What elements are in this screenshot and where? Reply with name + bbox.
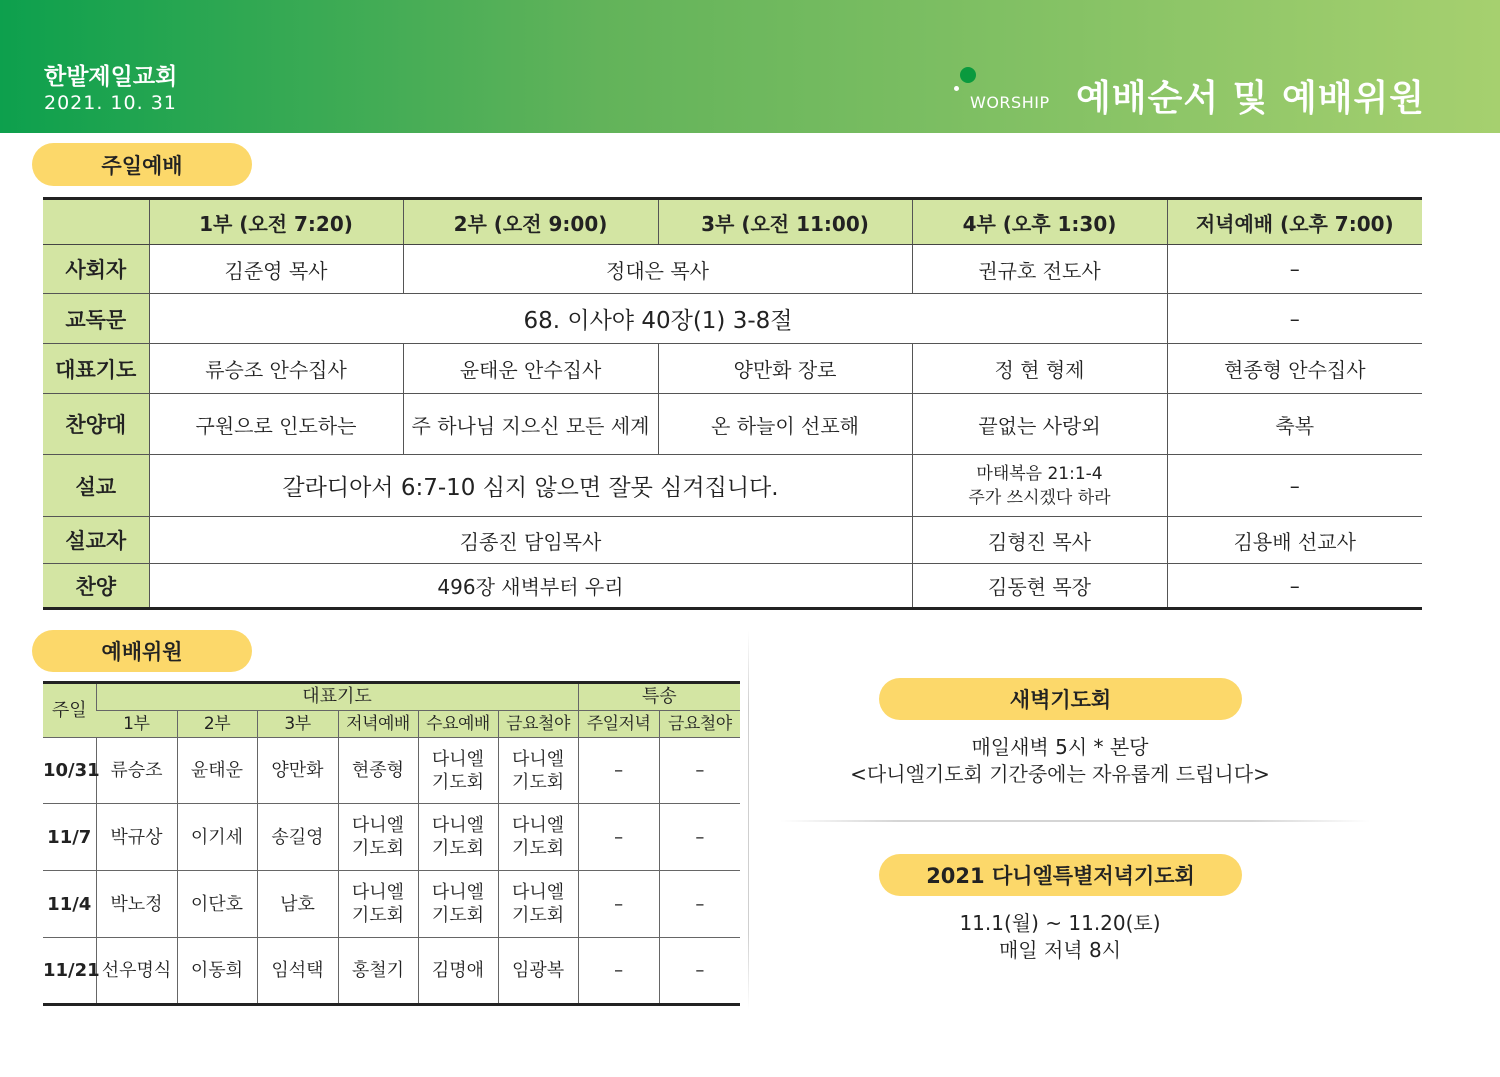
row-label: 설교자 bbox=[43, 517, 149, 564]
sermon-title: 주가 쓰시겠다 하라 bbox=[968, 487, 1111, 508]
row-label: 설교 bbox=[43, 455, 149, 517]
table-cell: 박규상 bbox=[96, 804, 177, 871]
table-cell bbox=[498, 871, 578, 938]
logo-dot-icon bbox=[960, 67, 976, 83]
column-header: 저녁예배 (오후 7:00) bbox=[1167, 199, 1422, 245]
cell-line: 다니엘 bbox=[351, 882, 405, 903]
table-cell: 권규호 전도사 bbox=[912, 245, 1167, 294]
cell-line: 다니엘 bbox=[431, 882, 485, 903]
table-cell bbox=[338, 804, 418, 871]
table-cell: – bbox=[578, 938, 659, 1005]
sermon-passage: 마태복음 21:1-4 bbox=[976, 463, 1103, 484]
daniel-prayer-info bbox=[780, 910, 1340, 964]
cell-line: 기도회 bbox=[351, 905, 405, 926]
table-cell: 김명애 bbox=[418, 938, 498, 1005]
cell-line: 기도회 bbox=[431, 905, 485, 926]
dawn-prayer-time: 매일새벽 5시 * 본당 bbox=[971, 735, 1149, 759]
column-divider bbox=[748, 630, 749, 1010]
column-header: 수요예배 bbox=[418, 711, 498, 738]
table-cell: – bbox=[659, 738, 740, 804]
cell-line: 다니엘 bbox=[511, 748, 565, 770]
daniel-prayer-title: 2021 다니엘특별저녁기도회 bbox=[879, 854, 1242, 896]
table-cell: 류승조 안수집사 bbox=[149, 344, 403, 394]
cell-line: 다니엘 bbox=[431, 815, 485, 836]
table-cell bbox=[498, 738, 578, 804]
table-row bbox=[43, 938, 740, 1005]
table-row bbox=[43, 804, 740, 871]
table-cell: 이단호 bbox=[177, 871, 257, 938]
table-header-row bbox=[43, 199, 1422, 245]
header-banner bbox=[0, 0, 1500, 133]
table-cell: 김형진 목사 bbox=[912, 517, 1167, 564]
table-cell: 양만화 bbox=[257, 738, 338, 804]
table-cell: 68. 이사야 40장(1) 3-8절 bbox=[149, 294, 1167, 344]
table-cell: 이기세 bbox=[177, 804, 257, 871]
table-cell: 정대은 목사 bbox=[403, 245, 912, 294]
row-label: 찬양 bbox=[43, 564, 149, 609]
cell-line: 다니엘 bbox=[351, 815, 405, 836]
table-cell: 남호 bbox=[257, 871, 338, 938]
column-header: 1부 bbox=[96, 711, 177, 738]
roster-table bbox=[43, 681, 740, 1006]
table-row-choir bbox=[43, 394, 1422, 455]
table-cell bbox=[912, 455, 1167, 517]
table-cell bbox=[418, 871, 498, 938]
table-cell: 이동희 bbox=[177, 938, 257, 1005]
worship-label: WORSHIP bbox=[970, 93, 1050, 112]
table-cell: 김준영 목사 bbox=[149, 245, 403, 294]
column-header: 주일저녁 bbox=[578, 711, 659, 738]
table-cell: 송길영 bbox=[257, 804, 338, 871]
table-cell bbox=[418, 738, 498, 804]
table-cell: 온 하늘이 선포해 bbox=[658, 394, 912, 455]
table-cell: 임광복 bbox=[498, 938, 578, 1005]
church-name: 한밭제일교회 bbox=[44, 64, 178, 90]
table-cell: – bbox=[1167, 564, 1422, 609]
table-cell: – bbox=[659, 804, 740, 871]
column-group-header: 특송 bbox=[578, 683, 740, 711]
table-row-prayer bbox=[43, 344, 1422, 394]
table-row-sermon bbox=[43, 455, 1422, 517]
row-label: 교독문 bbox=[43, 294, 149, 344]
roster-header-row bbox=[43, 683, 740, 711]
cell-line: 현종형 bbox=[351, 760, 405, 781]
logo-small-dot-icon bbox=[954, 86, 959, 91]
cell-line: 기도회 bbox=[351, 838, 405, 859]
table-cell: – bbox=[578, 738, 659, 804]
table-cell bbox=[498, 804, 578, 871]
section-title-roster: 예배위원 bbox=[32, 630, 252, 672]
daniel-prayer-time: 매일 저녁 8시 bbox=[998, 938, 1122, 962]
row-label: 찬양대 bbox=[43, 394, 149, 455]
section-divider bbox=[780, 820, 1370, 822]
table-cell: 양만화 장로 bbox=[658, 344, 912, 394]
bulletin-date: 2021. 10. 31 bbox=[44, 92, 177, 114]
date-cell: 11/21 bbox=[43, 938, 96, 1005]
table-cell bbox=[338, 871, 418, 938]
header-blank-cell bbox=[43, 199, 149, 245]
table-cell: 윤태운 bbox=[177, 738, 257, 804]
section-title-sunday: 주일예배 bbox=[32, 143, 252, 186]
table-cell: – bbox=[578, 804, 659, 871]
table-cell: 갈라디아서 6:7-10 심지 않으면 잘못 심겨집니다. bbox=[149, 455, 912, 517]
daniel-prayer-period: 11.1(월) ~ 11.20(토) bbox=[959, 911, 1161, 935]
table-cell: 임석택 bbox=[257, 938, 338, 1005]
row-label: 사회자 bbox=[43, 245, 149, 294]
column-header: 3부 (오전 11:00) bbox=[658, 199, 912, 245]
table-cell: 구원으로 인도하는 bbox=[149, 394, 403, 455]
table-cell: 박노정 bbox=[96, 871, 177, 938]
column-header: 1부 (오전 7:20) bbox=[149, 199, 403, 245]
table-cell: – bbox=[659, 871, 740, 938]
column-header: 2부 bbox=[177, 711, 257, 738]
table-row-hymn bbox=[43, 564, 1422, 609]
dawn-prayer-note: <다니엘기도회 기간중에는 자유롭게 드립니다> bbox=[850, 762, 1270, 786]
table-cell: 김동현 목장 bbox=[912, 564, 1167, 609]
table-cell: 김종진 담임목사 bbox=[149, 517, 912, 564]
table-row-preacher bbox=[43, 517, 1422, 564]
table-cell: 끝없는 사랑외 bbox=[912, 394, 1167, 455]
table-row-reading bbox=[43, 294, 1422, 344]
cell-line: 기도회 bbox=[431, 771, 485, 793]
column-header: 저녁예배 bbox=[338, 711, 418, 738]
date-cell: 11/4 bbox=[43, 871, 96, 938]
table-cell: – bbox=[578, 871, 659, 938]
cell-line: 다니엘 bbox=[431, 748, 485, 770]
table-cell: 류승조 bbox=[96, 738, 177, 804]
table-cell: – bbox=[1167, 455, 1422, 517]
table-cell: 윤태운 안수집사 bbox=[403, 344, 658, 394]
table-cell: – bbox=[659, 938, 740, 1005]
cell-line: 기도회 bbox=[431, 838, 485, 859]
cell-line: 다니엘 bbox=[511, 815, 565, 836]
column-header: 금요철야 bbox=[498, 711, 578, 738]
table-cell: 496장 새벽부터 우리 bbox=[149, 564, 912, 609]
table-cell bbox=[338, 738, 418, 804]
row-label: 대표기도 bbox=[43, 344, 149, 394]
table-cell: 축복 bbox=[1167, 394, 1422, 455]
table-cell: 선우명식 bbox=[96, 938, 177, 1005]
table-row bbox=[43, 871, 740, 938]
page-title: 예배순서 및 예배위원 bbox=[1076, 78, 1426, 119]
roster-subheader-row bbox=[43, 711, 740, 738]
table-row-host bbox=[43, 245, 1422, 294]
cell-line: 기도회 bbox=[511, 838, 565, 859]
column-header: 2부 (오전 9:00) bbox=[403, 199, 658, 245]
column-header: 주일 bbox=[43, 683, 96, 738]
dawn-prayer-title: 새벽기도회 bbox=[879, 678, 1242, 720]
cell-line: 기도회 bbox=[511, 771, 565, 793]
table-cell: 김용배 선교사 bbox=[1167, 517, 1422, 564]
date-cell: 10/31 bbox=[43, 738, 96, 804]
column-group-header: 대표기도 bbox=[96, 683, 578, 711]
column-header: 3부 bbox=[257, 711, 338, 738]
table-cell: – bbox=[1167, 245, 1422, 294]
table-cell: 주 하나님 지으신 모든 세계 bbox=[403, 394, 658, 455]
cell-line: 기도회 bbox=[511, 905, 565, 926]
table-cell bbox=[418, 804, 498, 871]
sunday-service-table bbox=[43, 197, 1422, 610]
dawn-prayer-info bbox=[780, 734, 1340, 788]
column-header: 4부 (오후 1:30) bbox=[912, 199, 1167, 245]
column-header: 금요철야 bbox=[659, 711, 740, 738]
table-cell: 현종형 안수집사 bbox=[1167, 344, 1422, 394]
table-row bbox=[43, 738, 740, 804]
table-cell: 홍철기 bbox=[338, 938, 418, 1005]
cell-line: 다니엘 bbox=[511, 882, 565, 903]
date-cell: 11/7 bbox=[43, 804, 96, 871]
table-cell: 정 현 형제 bbox=[912, 344, 1167, 394]
table-cell: – bbox=[1167, 294, 1422, 344]
